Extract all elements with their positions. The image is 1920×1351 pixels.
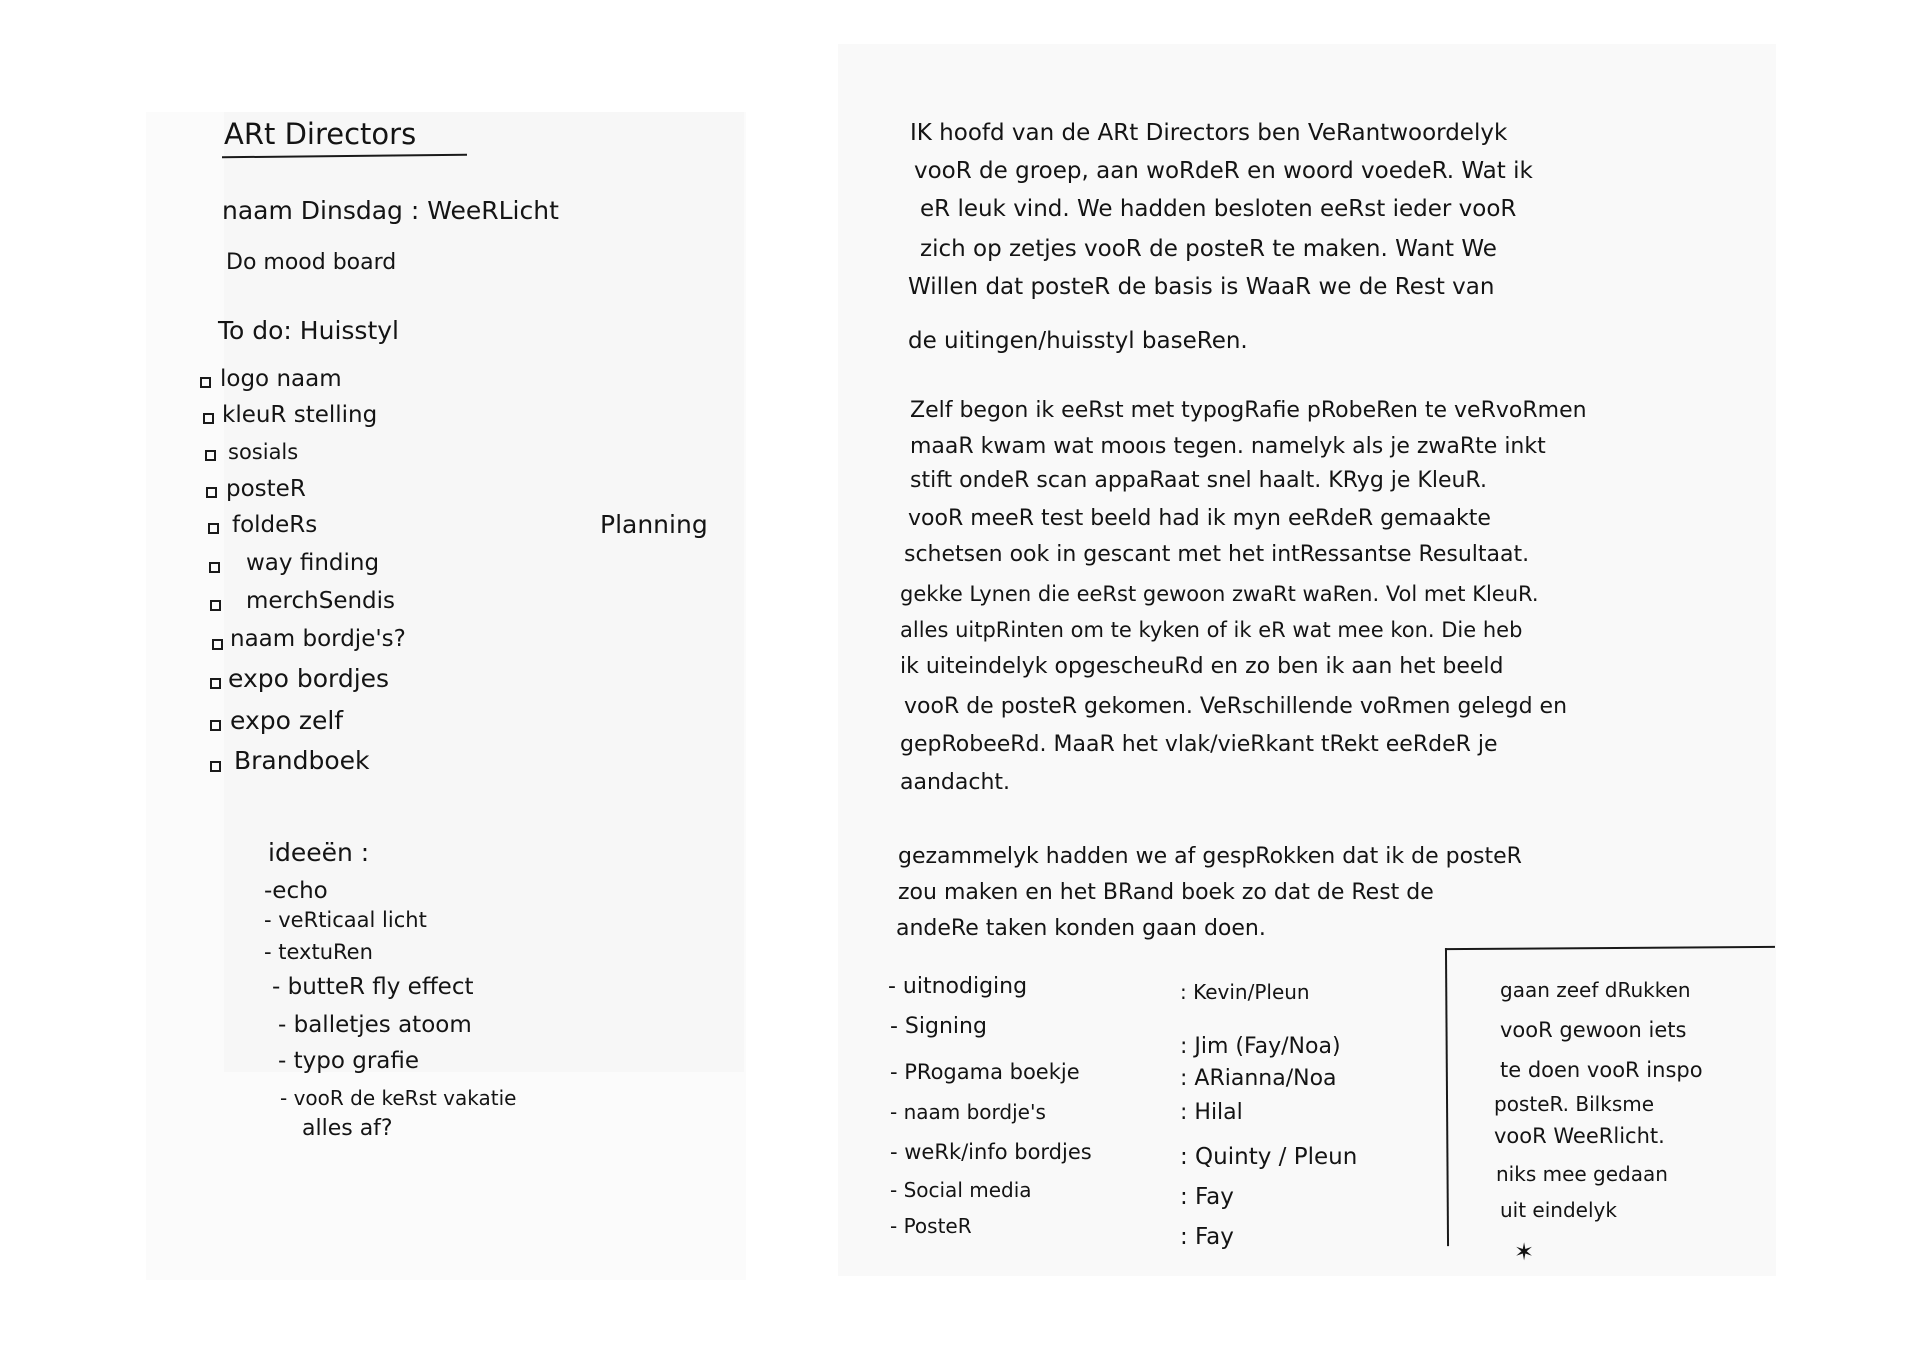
paragraph-line: IK hoofd van de ARt Directors ben VeRantwoordelyk — [910, 120, 1508, 146]
planning-label: Planning — [600, 510, 708, 539]
idea-item: - veRticaal licht — [264, 908, 427, 932]
paragraph-line: vooR de groep, aan woRdeR en woord voedeR. Wat ik — [914, 158, 1533, 184]
idea-item: - typo grafie — [278, 1048, 420, 1074]
note-line: uit eindelyk — [1500, 1198, 1617, 1222]
todo-item: foldeRs — [232, 512, 318, 538]
task-assignee: : Hilal — [1180, 1100, 1243, 1125]
idea-item: - vooR de keRst vakatie — [280, 1086, 517, 1110]
note-line: niks mee gedaan — [1496, 1162, 1668, 1186]
todo-item: naam bordje's? — [230, 626, 406, 652]
checkbox-icon — [203, 413, 214, 424]
left-line-mood-board: Do mood board — [226, 250, 397, 275]
todo-item: logo naam — [220, 366, 342, 392]
checkbox-icon — [210, 720, 221, 731]
paragraph-line: stift ondeR scan appaRaat snel haalt. KRyg je KleuR. — [910, 468, 1487, 493]
task-name: - PosteR — [890, 1214, 972, 1238]
checkbox-icon — [210, 678, 221, 689]
paragraph-line: aandacht. — [900, 770, 1011, 795]
note-line: vooR WeeRlicht. — [1494, 1124, 1665, 1148]
task-assignee: : ARianna/Noa — [1180, 1066, 1337, 1091]
task-name: - weRk/info bordjes — [890, 1140, 1092, 1164]
idea-item: -echo — [264, 878, 328, 904]
checkbox-icon — [206, 487, 217, 498]
left-line-name-day: naam Dinsdag : WeeRLicht — [222, 196, 559, 225]
idea-item: - textuRen — [264, 940, 373, 964]
paragraph-line: zou maken en het BRand boek zo dat de Rest de — [898, 880, 1434, 905]
task-assignee: : Fay — [1180, 1224, 1234, 1250]
note-line: gaan zeef dRukken — [1500, 978, 1691, 1002]
paragraph-line: andeRe taken konden gaan doen. — [896, 916, 1266, 941]
checkbox-icon — [209, 562, 220, 573]
paragraph-line: gepRobeeRd. MaaR het vlak/vieRkant tRekt eeRdeR je — [900, 732, 1498, 757]
checkbox-icon — [210, 600, 221, 611]
todo-item: Brandboek — [234, 746, 370, 775]
paragraph-line: gekke Lynen die eeRst gewoon zwaRt waRen. Vol met KleuR. — [900, 582, 1539, 606]
paragraph-line: vooR de posteR gekomen. VeRschillende voRmen gelegd en — [904, 694, 1568, 719]
todo-item: expo zelf — [230, 706, 344, 735]
todo-item: merchSendis — [246, 588, 396, 614]
todo-heading: To do: Huisstyl — [218, 316, 399, 345]
star-mark-icon: ✶ — [1514, 1238, 1535, 1266]
idea-item: - butteR fly effect — [272, 974, 474, 1000]
task-name: - uitnodiging — [888, 974, 1028, 999]
ideas-heading: ideeën : — [268, 838, 370, 867]
paragraph-line: maaR kwam wat mooıs tegen. namelyk als je zwaRte inkt — [910, 434, 1546, 459]
task-assignee: : Jim (Fay/Noa) — [1180, 1034, 1341, 1059]
paragraph-line: Willen dat posteR de basis is WaaR we de Rest van — [908, 274, 1495, 300]
left-page-title: ARt Directors — [224, 117, 417, 151]
task-assignee: : Fay — [1180, 1184, 1234, 1210]
todo-item: expo bordjes — [228, 664, 390, 693]
paragraph-line: ik uiteindelyk opgescheuRd en zo ben ik aan het beeld — [900, 654, 1504, 679]
paragraph-line: de uitingen/huisstyl baseRen. — [908, 328, 1248, 354]
task-assignee: : Quinty / Pleun — [1180, 1144, 1358, 1170]
checkbox-icon — [205, 450, 216, 461]
paragraph-line: eR leuk vind. We hadden besloten eeRst ieder vooR — [920, 196, 1517, 222]
task-name: - Signing — [890, 1014, 987, 1039]
idea-item: alles af? — [302, 1116, 393, 1141]
paragraph-line: alles uitpRinten om te kyken of ik eR wat mee kon. Die heb — [900, 618, 1523, 642]
paragraph-line: gezammelyk hadden we af gespRokken dat ik de posteR — [898, 844, 1522, 869]
note-line: vooR gewoon iets — [1500, 1018, 1687, 1042]
task-assignee: : Kevin/Pleun — [1180, 980, 1310, 1004]
todo-item: sosials — [228, 440, 299, 464]
task-name: - naam bordje's — [890, 1100, 1046, 1124]
note-line: te doen vooR inspo — [1500, 1058, 1703, 1082]
paragraph-line: schetsen ook in gescant met het intRessantse Resultaat. — [904, 542, 1530, 567]
checkbox-icon — [200, 377, 211, 388]
checkbox-icon — [208, 523, 219, 534]
todo-item: kleuR stelling — [222, 402, 378, 428]
idea-item: - balletjes atoom — [278, 1012, 472, 1038]
checkbox-icon — [210, 761, 221, 772]
paragraph-line: vooR meeR test beeld had ik myn eeRdeR gemaakte — [908, 506, 1491, 531]
paragraph-line: zich op zetjes vooR de posteR te maken. Want We — [920, 236, 1497, 262]
note-line: posteR. Bilksme — [1494, 1092, 1655, 1116]
paragraph-line: Zelf begon ik eeRst met typogRafie pRobeRen te veRvoRmen — [910, 398, 1587, 423]
todo-item: posteR — [226, 476, 306, 502]
task-name: - PRogama boekje — [890, 1060, 1080, 1084]
todo-item: way finding — [246, 550, 380, 576]
checkbox-icon — [212, 639, 223, 650]
task-name: - Social media — [890, 1178, 1032, 1202]
